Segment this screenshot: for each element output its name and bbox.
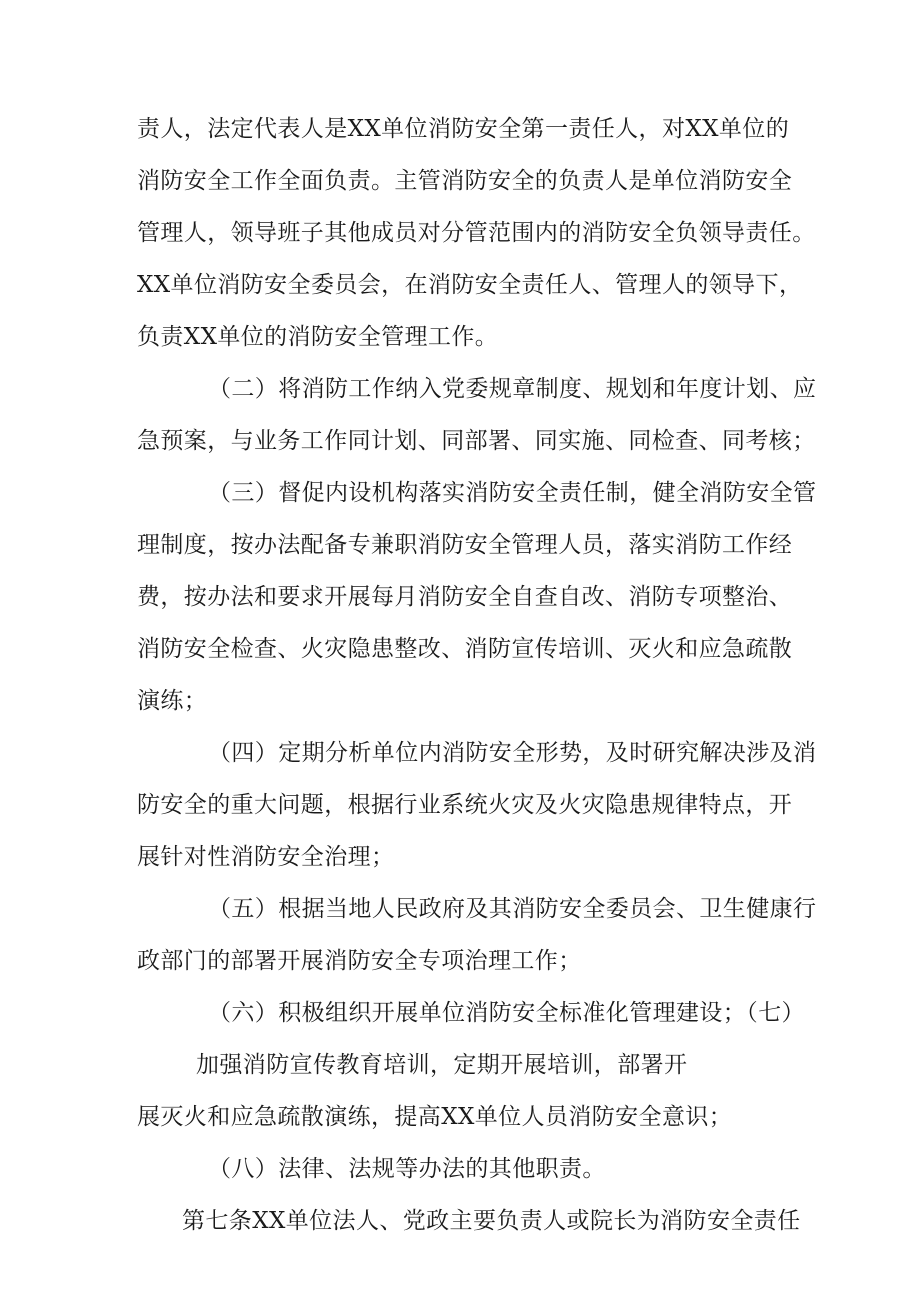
paragraph-line-2: 消防安全工作全面负责。主管消防安全的负责人是单位消防安全 [137, 168, 793, 194]
item-4-line-3: 展针对性消防安全治理； [137, 844, 395, 870]
paragraph-line-1: 责人，法定代表人是XX单位消防安全第一责任人，对XX单位的 [137, 116, 790, 142]
paragraph-line-4: XX单位消防安全委员会，在消防安全责任人、管理人的领导下， [137, 272, 803, 298]
item-7-line-2: 展灭火和应急疏散演练，提高XX单位人员消防安全意识； [137, 1104, 733, 1130]
article-7-line-1: 第七条XX单位法人、党政主要负责人或院长为消防安全责任 [182, 1208, 801, 1234]
item-4-line-2: 防安全的重大问题，根据行业系统火灾及火灾隐患规律特点，开 [137, 792, 793, 818]
item-6-line-1: （六）积极组织开展单位消防安全标准化管理建设；（七） [208, 1000, 805, 1026]
item-5-line-1: （五）根据当地人民政府及其消防安全委员会、卫生健康行 [208, 896, 817, 922]
paragraph-line-5: 负责XX单位的消防安全管理工作。 [137, 324, 499, 350]
item-4-line-1: （四）定期分析单位内消防安全形势，及时研究解决涉及消 [208, 740, 817, 766]
item-2-line-2: 急预案，与业务工作同计划、同部署、同实施、同检查、同考核； [137, 428, 816, 454]
item-3-line-1: （三）督促内设机构落实消防安全责任制，健全消防安全管 [208, 480, 817, 506]
item-3-line-4: 消防安全检查、火灾隐患整改、消防宣传培训、灭火和应急疏散 [137, 636, 793, 662]
item-7-line-1: 加强消防宣传教育培训，定期开展培训，部署开 [196, 1052, 688, 1078]
item-2-line-1: （二）将消防工作纳入党委规章制度、规划和年度计划、应 [208, 376, 817, 402]
item-3-line-5: 演练； [137, 688, 208, 714]
item-3-line-3: 费，按办法和要求开展每月消防安全自查自改、消防专项整治、 [137, 584, 793, 610]
item-5-line-2: 政部门的部署开展消防安全专项治理工作； [137, 948, 582, 974]
item-8-line-1: （八）法律、法规等办法的其他职责。 [208, 1156, 606, 1182]
paragraph-line-3: 管理人，领导班子其他成员对分管范围内的消防安全负领导责任。 [137, 220, 816, 246]
item-3-line-2: 理制度，按办法配备专兼职消防安全管理人员，落实消防工作经 [137, 532, 793, 558]
